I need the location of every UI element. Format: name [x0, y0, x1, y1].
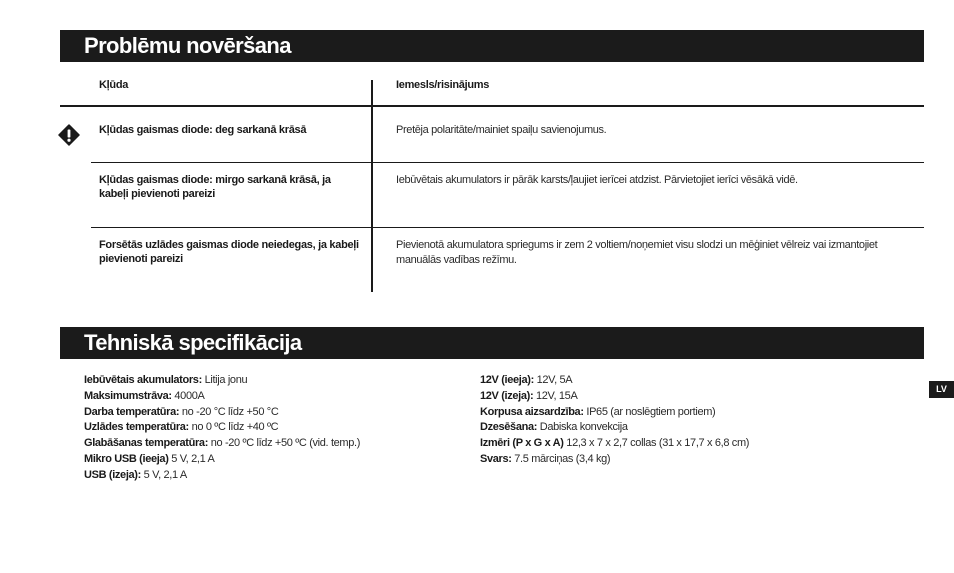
- spec-label: Uzlādes temperatūra:: [84, 421, 189, 434]
- spec-item: [480, 420, 920, 436]
- column-header-error: Kļūda: [99, 79, 129, 91]
- spec-label: 12V (izeja):: [480, 389, 534, 402]
- spec-label: 12V (ieeja):: [480, 374, 534, 386]
- spec-label: Dzesēšana:: [480, 421, 538, 434]
- spec-item: [480, 373, 920, 389]
- row-divider: [91, 162, 924, 163]
- spec-value: 5 V, 2,1 A: [143, 468, 187, 481]
- spec-list-right: [480, 373, 920, 468]
- troubleshooting-title: Problēmu novēršana: [60, 30, 924, 62]
- spec-item: [84, 452, 464, 468]
- spec-value: Litija jonu: [204, 374, 248, 386]
- spec-label: Mikro USB (ieeja): [84, 452, 169, 465]
- spec-item: [480, 405, 920, 421]
- spec-value: 4000A: [174, 389, 205, 402]
- spec-list-left: [84, 373, 464, 484]
- spec-label: Maksimumstrāva:: [84, 389, 172, 402]
- spec-value: IP65 (ar noslēgtiem portiem): [586, 405, 716, 418]
- spec-item: [84, 436, 464, 452]
- spec-value: no -20 °C līdz +50 °C: [181, 405, 279, 418]
- spec-label: Darba temperatūra:: [84, 405, 180, 418]
- table-row-solution: Pievienotā akumulatora spriegums ir zem 2 voltiem/noņemiet visu slodzi un mēģiniet vēlreiz vai izmantojiet manuālās vadības režīmu.: [396, 239, 878, 266]
- spec-label: Izmēri (P x G x A): [480, 437, 564, 450]
- table-row-solution: Iebūvētais akumulators ir pārāk karsts/ļaujiet ierīcei atdzist. Pārvietojiet ierīci vēsākā vidē.: [396, 174, 798, 186]
- spec-value: no 0 ºC līdz +40 ºC: [191, 421, 279, 434]
- spec-item: [480, 389, 920, 405]
- spec-label: USB (izeja):: [84, 468, 141, 481]
- column-header-solution: Iemesls/risinājums: [396, 79, 490, 91]
- spec-item: [84, 420, 464, 436]
- spec-item: [84, 389, 464, 405]
- spec-label: Svars:: [480, 452, 512, 465]
- header-divider: [60, 105, 924, 107]
- table-row-error: Forsētās uzlādes gaismas diode neiedegas, ja kabeļi pievienoti pareizi: [99, 239, 359, 265]
- spec-label: Glabāšanas temperatūra:: [84, 437, 209, 450]
- table-row-solution: Pretēja polaritāte/mainiet spaiļu savienojumus.: [396, 124, 607, 136]
- spec-item: [84, 405, 464, 421]
- specifications-title: Tehniskā specifikācija: [60, 327, 924, 359]
- spec-value: 7.5 mārciņas (3,4 kg): [514, 452, 611, 465]
- spec-value: 12V, 5A: [536, 374, 573, 386]
- spec-item: [480, 436, 920, 452]
- table-row-error: Kļūdas gaismas diode: deg sarkanā krāsā: [99, 124, 307, 136]
- spec-label: Korpusa aizsardzība:: [480, 405, 584, 418]
- column-divider: [371, 80, 373, 292]
- language-tab: LV: [929, 381, 954, 398]
- spec-value: Dabiska konvekcija: [539, 421, 628, 434]
- spec-value: 12,3 x 7 x 2,7 collas (31 x 17,7 x 6,8 cm): [566, 437, 750, 450]
- spec-item: [84, 373, 464, 389]
- spec-label: Iebūvētais akumulators:: [84, 374, 202, 386]
- warning-icon: [58, 124, 80, 146]
- spec-value: no -20 ºC līdz +50 ºC (vid. temp.): [210, 437, 361, 450]
- spec-value: 12V, 15A: [535, 389, 578, 402]
- spec-item: [84, 468, 464, 484]
- spec-item: [480, 452, 920, 468]
- table-row-error: Kļūdas gaismas diode: mirgo sarkanā krāsā, ja kabeļi pievienoti pareizi: [99, 174, 331, 200]
- spec-value: 5 V, 2,1 A: [171, 452, 215, 465]
- row-divider: [91, 227, 924, 228]
